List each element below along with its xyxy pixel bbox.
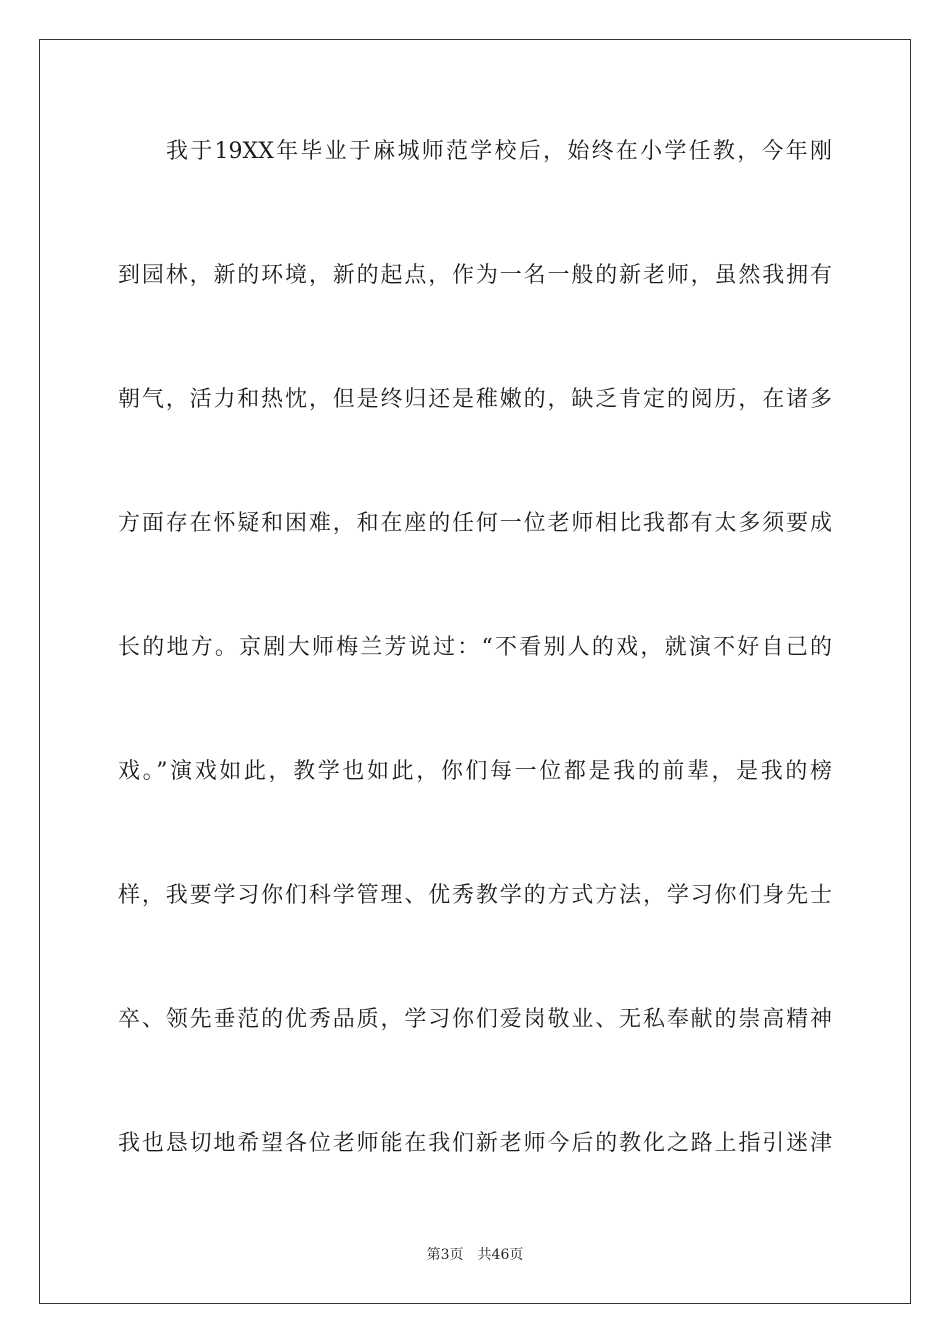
paragraph-line: 我也恳切地希望各位老师能在我们新老师今后的教化之路上指引迷津 (118, 1131, 832, 1156)
paragraph-line: 长的地方。京剧大师梅兰芳说过：“不看别人的戏，就演不好自己的 (118, 635, 832, 660)
paragraph-line: 到园林，新的环境，新的起点，作为一名一般的新老师，虽然我拥有 (118, 263, 832, 288)
page-footer (0, 1246, 950, 1264)
page-number: 第3页 (426, 1247, 464, 1263)
paragraph-line: 我于19XX年毕业于麻城师范学校后，始终在小学任教，今年刚 (166, 139, 832, 164)
page-total: 共46页 (477, 1247, 524, 1263)
paragraph-line: 朝气，活力和热忱，但是终归还是稚嫩的，缺乏肯定的阅历，在诸多 (118, 387, 832, 412)
paragraph-line: 戏。”演戏如此，教学也如此，你们每一位都是我的前辈，是我的榜 (118, 759, 832, 784)
paragraph-line: 样，我要学习你们科学管理、优秀教学的方式方法，学习你们身先士 (118, 883, 832, 908)
page-border (39, 39, 911, 1304)
paragraph-line: 方面存在怀疑和困难，和在座的任何一位老师相比我都有太多须要成 (118, 511, 832, 536)
paragraph-line: 卒、领先垂范的优秀品质，学习你们爱岗敬业、无私奉献的崇高精神 (118, 1007, 832, 1032)
